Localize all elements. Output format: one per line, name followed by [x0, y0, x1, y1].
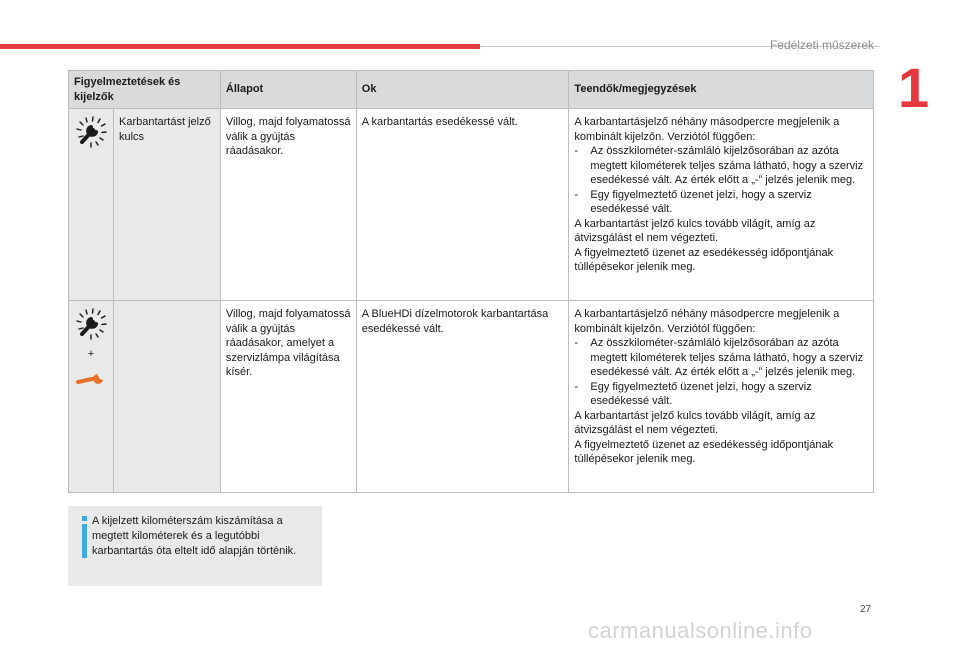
- notes-intro: A karbantartásjelző néhány másodpercre megjelenik a kombinált kijelzőn. Verziótól függően:: [574, 308, 840, 335]
- wrench-with-rays-icon: [74, 115, 108, 149]
- column-header-cause: Ok: [356, 71, 569, 109]
- info-icon: [78, 514, 92, 560]
- column-header-indicator: Figyelmeztetések és kijelzők: [69, 71, 221, 109]
- notes-intro: A karbantartásjelző néhány másodpercre megjelenik a kombinált kijelzőn. Verziótól függően:: [574, 116, 840, 143]
- cause-cell: A karbantartás esedékessé vált.: [356, 109, 569, 301]
- warning-lights-table: [68, 70, 874, 493]
- notes-list: [574, 336, 868, 409]
- cause-cell: A BlueHDi dízelmotorok karbantartása esedékessé vált.: [356, 301, 569, 493]
- list-item: - Az összkilométer-számláló kijelzősorában az azóta megtett kilométerek teljes száma látható, hogy a szerviz esedékessé vált. Az érték előtt a „-” jelzés jelenik meg.: [590, 144, 868, 188]
- section-title: Fedélzeti műszerek: [769, 38, 874, 52]
- notes-outro: A figyelmeztető üzenet az esedékesség időpontjának túllépésekor jelenik meg.: [574, 246, 834, 274]
- plus-sign: +: [87, 348, 95, 361]
- list-item: - Az összkilométer-számláló kijelzősorában az azóta megtett kilométerek teljes száma látható, hogy a szerviz esedékessé vált. Az érték előtt a „-” jelzés jelenik meg.: [590, 336, 868, 380]
- table-header-row: [69, 71, 874, 109]
- notes-outro: A figyelmeztető üzenet az esedékesség időpontjának túllépésekor jelenik meg.: [574, 438, 834, 466]
- watermark: carmanualsonline.info: [588, 618, 813, 643]
- info-text: A kijelzett kilométerszám kiszámítása a megtett kilométerek és a legutóbbi karbantartás óta eltelt idő alapján történik.: [92, 515, 297, 558]
- notes-list: [574, 144, 868, 217]
- info-box: [68, 506, 322, 586]
- table-row: [69, 109, 874, 301]
- table-row: [69, 301, 874, 493]
- notes-outro: A karbantartást jelző kulcs tovább világít, amíg az átvizsgálást el nem végezteti.: [574, 217, 816, 245]
- header-accent-bar: [0, 44, 480, 49]
- notes-cell: [569, 301, 874, 493]
- page-number: 27: [860, 604, 872, 615]
- column-header-state: Állapot: [220, 71, 356, 109]
- wrench-orange-icon: [76, 370, 106, 388]
- notes-outro: A karbantartást jelző kulcs tovább világít, amíg az átvizsgálást el nem végezteti.: [574, 409, 816, 437]
- icon-cell: [69, 109, 114, 301]
- indicator-name: [114, 301, 221, 493]
- icon-cell: [69, 301, 114, 493]
- list-item: - Egy figyelmeztető üzenet jelzi, hogy a szerviz esedékessé vált.: [590, 380, 868, 409]
- chapter-number: 1: [898, 56, 930, 119]
- state-cell: Villog, majd folyamatossá válik a gyújtás ráadásakor.: [220, 109, 356, 301]
- list-item: - Egy figyelmeztető üzenet jelzi, hogy a szerviz esedékessé vált.: [590, 188, 868, 217]
- state-cell: Villog, majd folyamatossá válik a gyújtás ráadásakor, amelyet a szervizlámpa világítása kísér.: [220, 301, 356, 493]
- wrench-with-rays-icon: [74, 307, 108, 341]
- indicator-name: Karbantartást jelző kulcs: [114, 109, 221, 301]
- column-header-notes: Teendők/megjegyzések: [569, 71, 874, 109]
- notes-cell: [569, 109, 874, 301]
